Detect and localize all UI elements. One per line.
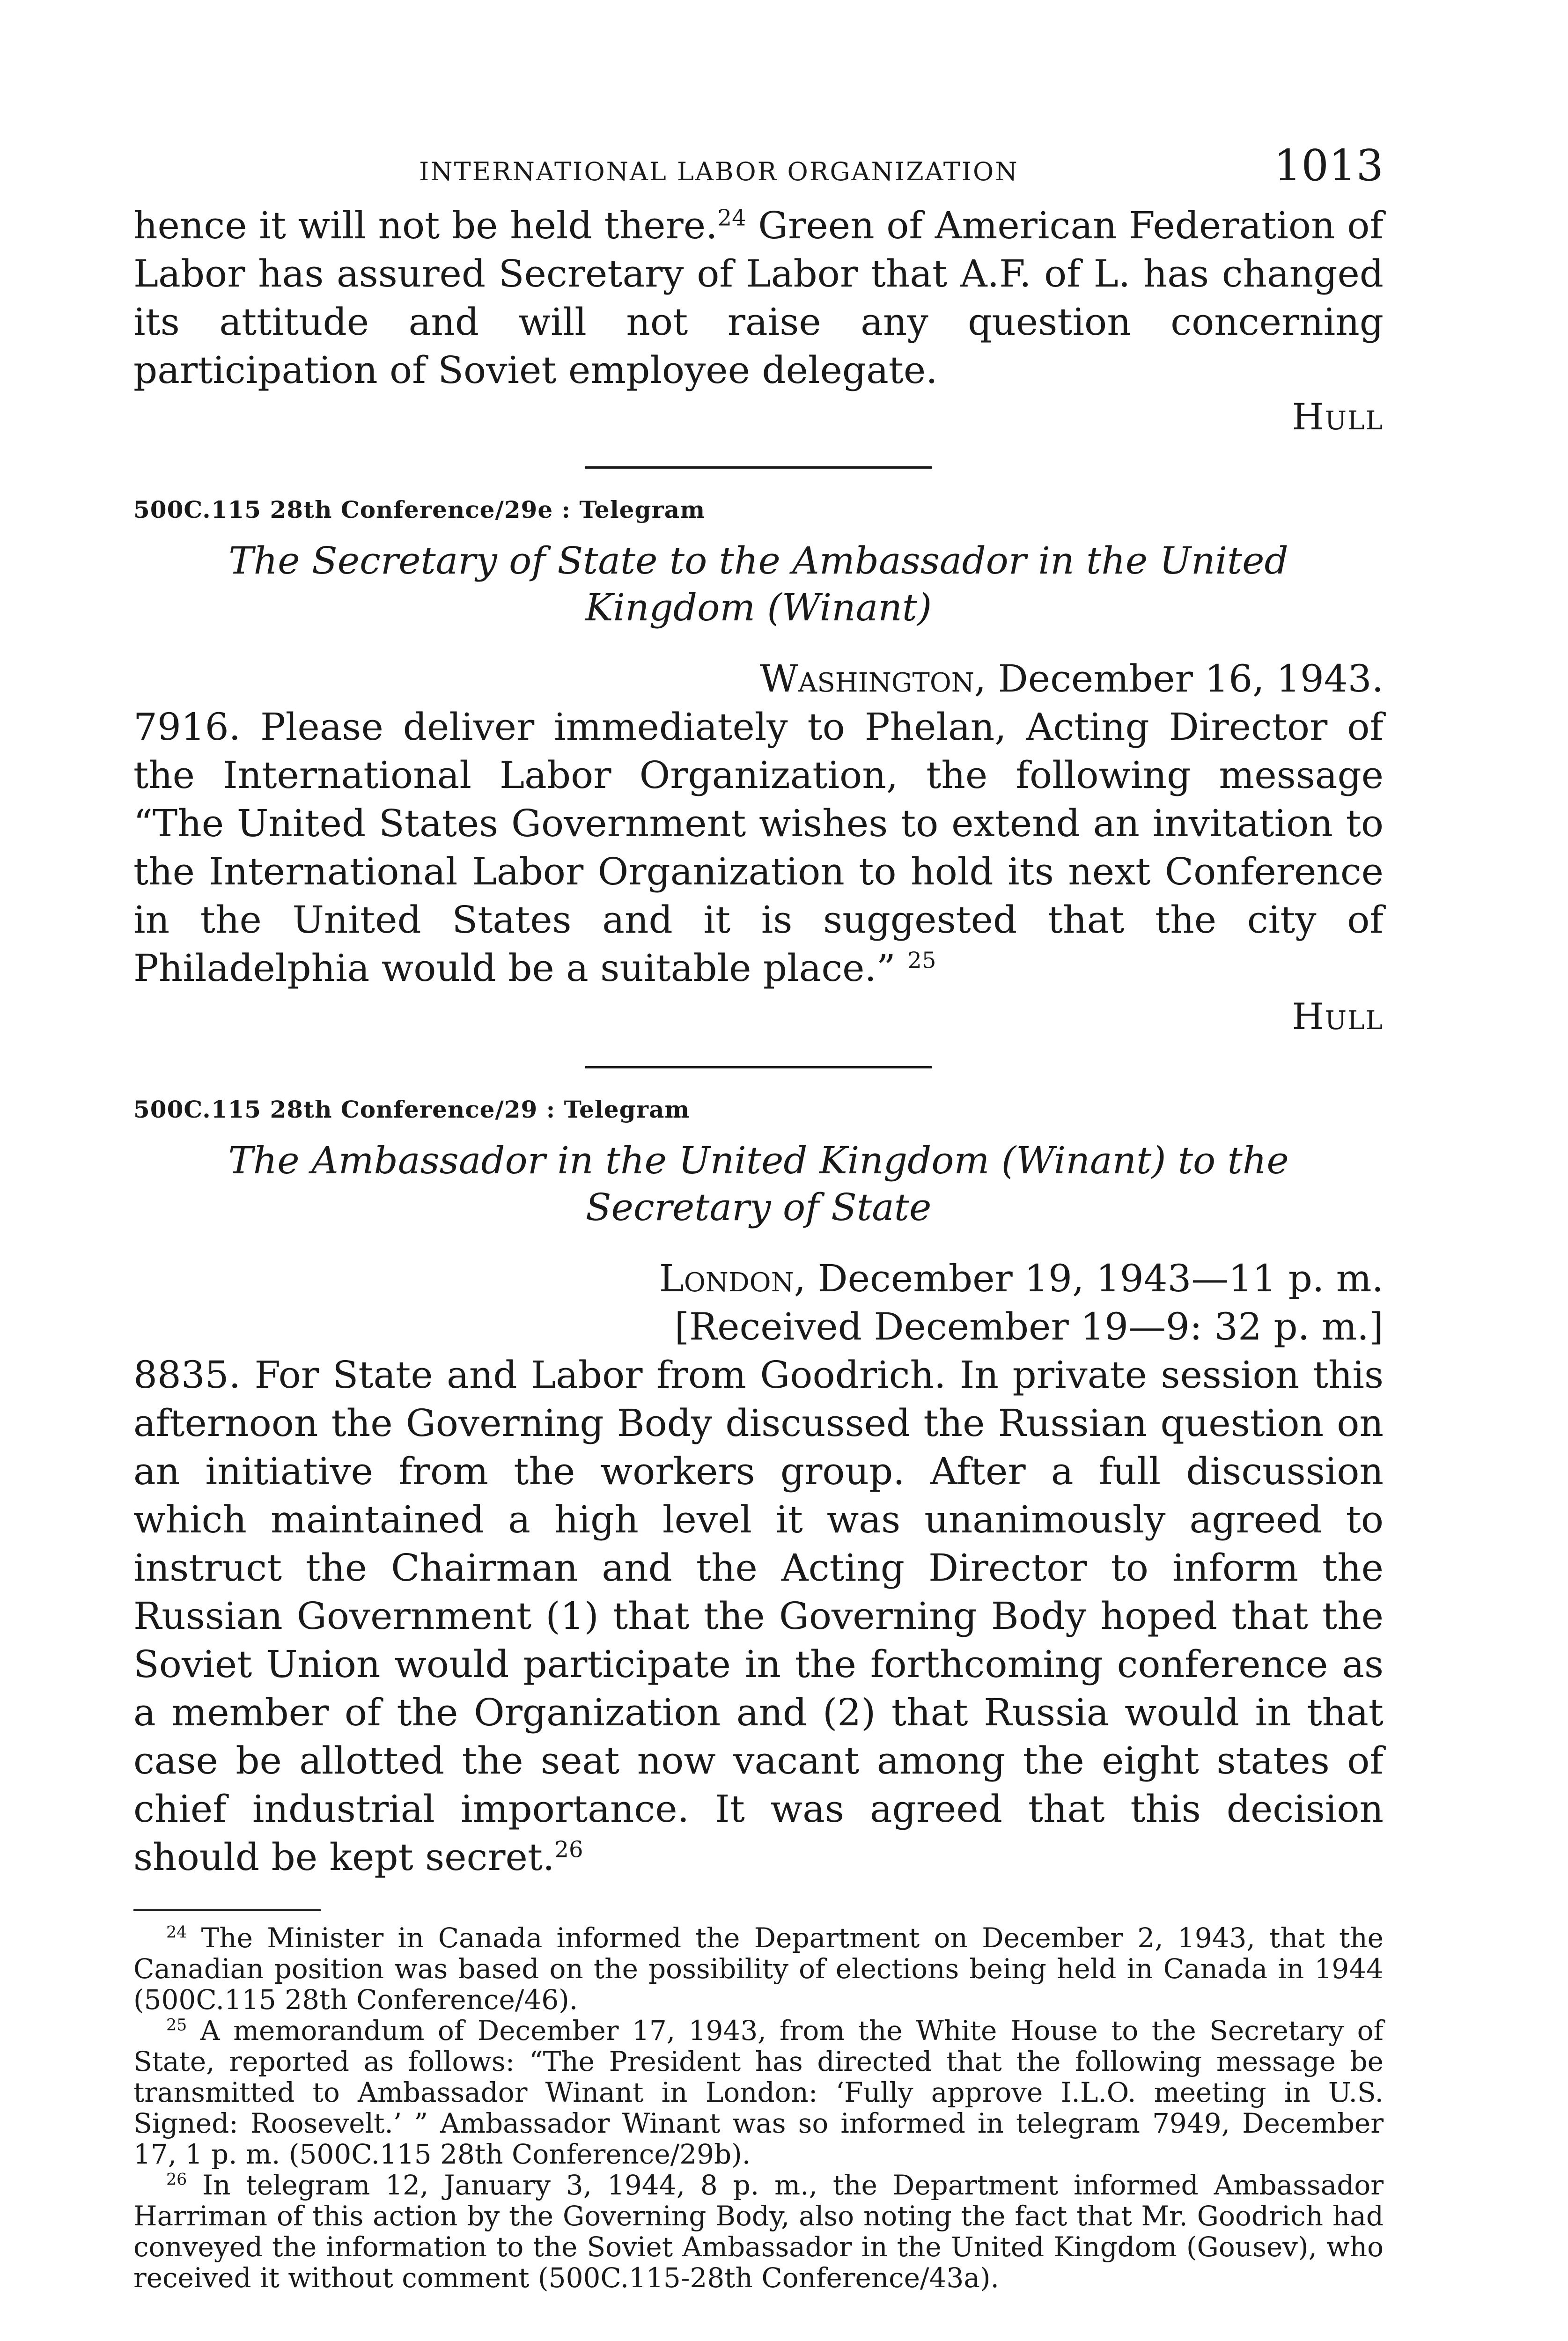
- signature-hull-2: Hull: [1292, 996, 1384, 1038]
- footnote-ref-24[interactable]: 24: [717, 205, 746, 231]
- footnote-ref-25[interactable]: 25: [907, 947, 936, 974]
- received-line-3: [Received December 19—9: 32 p. m.]: [674, 1305, 1384, 1348]
- section-divider: [585, 1066, 932, 1068]
- footnote-number-26: 26: [166, 2170, 187, 2189]
- dateline-date-3: , December 19, 1943—11 p. m.: [794, 1257, 1384, 1300]
- running-head: [133, 140, 1384, 197]
- footnote-25-text: A memorandum of December 17, 1943, from the White House to the Secretary of State, reported as follows: “The President has directed that the following message be transmitted to Ambassador Winant in London: ‘Fully approve I.L.O. meeting in U.S. Signed: Roosevelt.’ ” Ambassador Winant was so informed in telegram 7949, December 17, 1 p. m. (500C.115 28th Conference/29b).: [133, 2015, 1384, 2170]
- footnote-25: [133, 2015, 1384, 2170]
- footnote-24: [133, 1922, 1384, 2015]
- section-divider: [585, 466, 932, 469]
- telegram-8835-text: [133, 1351, 1384, 1881]
- footnote-24-text: The Minister in Canada informed the Department on December 2, 1943, that the Canadian position was based on the possibility of elections being held in Canada in 1944 (500C.115 28th Conference/46).: [133, 1922, 1384, 2016]
- signature-hull-1: Hull: [1292, 396, 1384, 438]
- document-heading-2: The Secretary of State to the Ambassador in the United Kingdom (Winant): [228, 539, 1288, 629]
- file-reference-3: 500C.115 28th Conference/29 : Telegram: [133, 1096, 690, 1123]
- document-heading-3: The Ambassador in the United Kingdom (Winant) to the Secretary of State: [228, 1139, 1289, 1229]
- footnote-26-text: In telegram 12, January 3, 1944, 8 p. m., the Department informed Ambassador Harriman of this action by the Governing Body, also noting the fact that Mr. Goodrich had conveyed the information to the Soviet Ambassador in the United Kingdom (Gousev), who received it without comment (500C.115-28th Conference/43a).: [133, 2169, 1384, 2294]
- footnote-divider: [133, 1909, 321, 1911]
- page: [133, 140, 1384, 2293]
- running-head-title: INTERNATIONAL LABOR ORGANIZATION: [419, 157, 1019, 186]
- telegram-8835-body: 8835. For State and Labor from Goodrich. In private session this afternoon the Governing Body discussed the Russian question on an initiative from the workers group. After a full discussion which maintained a high level it was unanimously agreed to instruct the Chairman and the Acting Director to inform the Russian Government (1) that the Governing Body hoped that the Soviet Union would participate in the forthcoming conference as a member of the Organization and (2) that Russia would in that case be allotted the seat now vacant among the eight states of chief industrial importance. It was agreed that this decision should be kept secret.: [133, 1353, 1384, 1879]
- page-number: 1013: [1274, 140, 1384, 191]
- footnote-number-25: 25: [166, 2016, 187, 2035]
- para1-text-a: hence it will not be held there.: [133, 204, 718, 247]
- dateline-place-2: Washington: [759, 657, 974, 700]
- footnote-number-24: 24: [166, 1923, 187, 1942]
- dateline-3: [133, 1254, 1384, 1303]
- telegram-7916-text: [133, 703, 1384, 992]
- footnotes: [133, 1922, 1384, 2293]
- dateline-place-3: London: [659, 1257, 794, 1300]
- dateline-2: [133, 655, 1384, 703]
- dateline-date-2: , December 16, 1943.: [974, 657, 1384, 700]
- paragraph-continued: [133, 201, 1384, 394]
- footnote-ref-26[interactable]: 26: [554, 1836, 583, 1863]
- para1-text-b: Green of American Federation of Labor has assured Secretary of Labor that A.F. of L. has changed its attitude and will not raise any question concerning participation of Soviet employee delegate.: [133, 204, 1384, 392]
- telegram-7916-body: 7916. Please deliver immediately to Phelan, Acting Director of the International Labor Organization, the following message “The United States Government wishes to extend an invitation to the International Labor Organization to hold its next Conference in the United States and it is suggested that the city of Philadelphia would be a suitable place.”: [133, 705, 1384, 990]
- file-reference-2: 500C.115 28th Conference/29e : Telegram: [133, 496, 706, 523]
- footnote-26: [133, 2170, 1384, 2293]
